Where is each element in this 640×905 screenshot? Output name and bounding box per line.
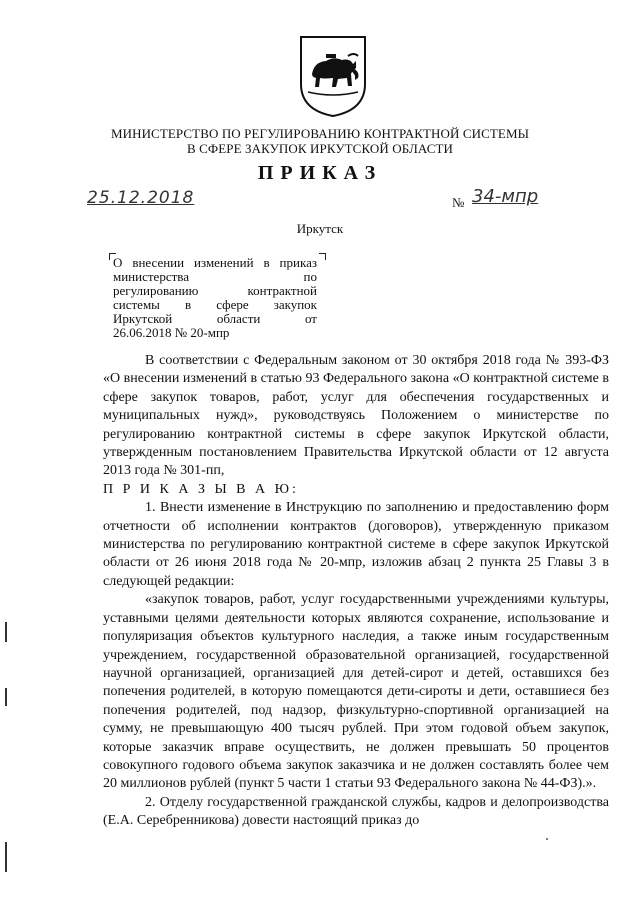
quote-paragraph: «закупок товаров, работ, услуг государственными учреждениями культуры, уставными целями деятельности которых являются сохранение, использование и популяризация объектов культурного наследия, а также иным государственным учреждением, государственной образовательной организацией, государственной научной организацией, организацией для детей-сирот и детей, оставшихся без попечения родителей, в которую помещаются дети-сироты и дети, оставшиеся без попечения родителей, под надзор, физкультурно-спортивной организацией на сумму, не превышающую 400 тысяч рублей. При этом годовой объем закупок, которые заказчик вправе осуществить, не должен превышать 50 процентов совокупного годового объема закупок заказчика и не должен составлять более чем 20 миллионов рублей (пункт 5 части 1 статьи 93 Федерального закона № 44-ФЗ).». (103, 592, 609, 792)
subject-line: Иркутской области от (113, 312, 317, 326)
subject-line: О внесении изменений в приказ (113, 256, 317, 270)
city-name: Иркутск (296, 221, 344, 236)
ministry-name-line1: МИНИСТЕРСТВО ПО РЕГУЛИРОВАНИЮ КОНТРАКТНОЙ СИСТЕМЫ (110, 126, 530, 141)
preamble-paragraph: В соответствии с Федеральным законом от 30 октября 2018 года № 393-ФЗ «О внесении изменений в статью 93 Федерального закона «О контрактной системе в сфере закупок товаров, работ, услуг для обеспечения государственных и муниципальных нужд», руководствуясь Положением о министерстве по регулированию контрактной системы в сфере закупок Иркутской области, утвержденным постановлением Правительства Иркутской области от 12 августа 2013 года № 301-пп, (103, 353, 609, 479)
item-1-paragraph: 1. Внести изменение в Инструкцию по заполнению и предоставлению форм отчетности об исполнении контрактов (договоров), утвержденную приказом министерства по регулированию контрактной системе в сфере закупок Иркутской области от 26 июня 2018 года № 20-мпр, изложив абзац 2 пункта 25 Главы 3 в следующей редакции: (103, 500, 609, 589)
item-2-paragraph: 2. Отделу государственной гражданской службы, кадров и делопроизводства (Е.А. Серебренникова) довести настоящий приказ до (103, 794, 609, 829)
scan-dot (546, 838, 548, 840)
subject-block (113, 256, 317, 340)
subject-line: 26.06.2018 № 20-мпр (113, 326, 230, 340)
subject-corner-mark-right (319, 253, 326, 260)
handwritten-order-number: 34-мпр (472, 186, 539, 207)
scan-margin-mark (5, 688, 7, 706)
coat-of-arms-emblem (298, 34, 368, 118)
subject-line: системы в сфере закупок (113, 298, 317, 312)
order-word: П Р И К А З Ы В А Ю: (103, 481, 299, 497)
number-sign: № (452, 195, 465, 210)
scan-margin-mark (5, 622, 7, 642)
subject-line: министерства по (113, 270, 317, 284)
handwritten-date: 25.12.2018 (87, 188, 195, 208)
subject-line: регулированию контрактной (113, 284, 317, 298)
document-type-title: ПРИКАЗ (257, 162, 383, 184)
scan-margin-mark (5, 842, 7, 872)
document-body (103, 352, 609, 831)
ministry-name-line2: В СФЕРЕ ЗАКУПОК ИРКУТСКОЙ ОБЛАСТИ (186, 141, 454, 156)
